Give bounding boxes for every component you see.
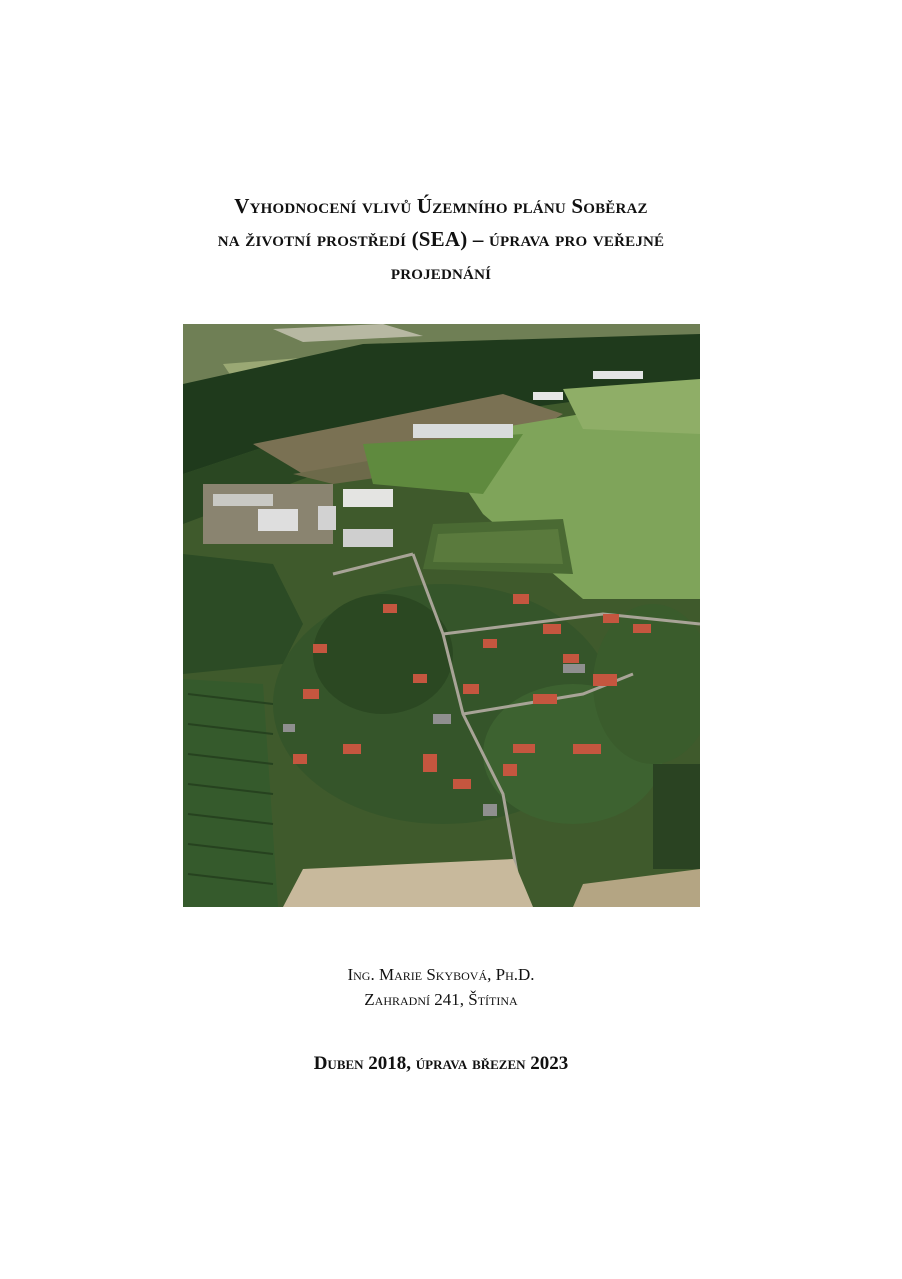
aerial-photo (183, 324, 700, 907)
document-date: Duben 2018, úprava březen 2023 (313, 1053, 569, 1074)
document-title (100, 190, 782, 289)
title-line-1: Vyhodnocení vlivů Územního plánu Soběraz (234, 194, 648, 218)
title-line-3: projednání (390, 260, 492, 284)
aerial-photo-illustration (183, 324, 700, 907)
title-line-2: na životní prostředí (SEA) – úprava pro veřejné (217, 227, 665, 251)
author-name: Ing. Marie Skybová, Ph.D. (347, 965, 535, 984)
author-address: Zahradní 241, Štítina (364, 990, 518, 1009)
author-block (100, 962, 782, 1012)
